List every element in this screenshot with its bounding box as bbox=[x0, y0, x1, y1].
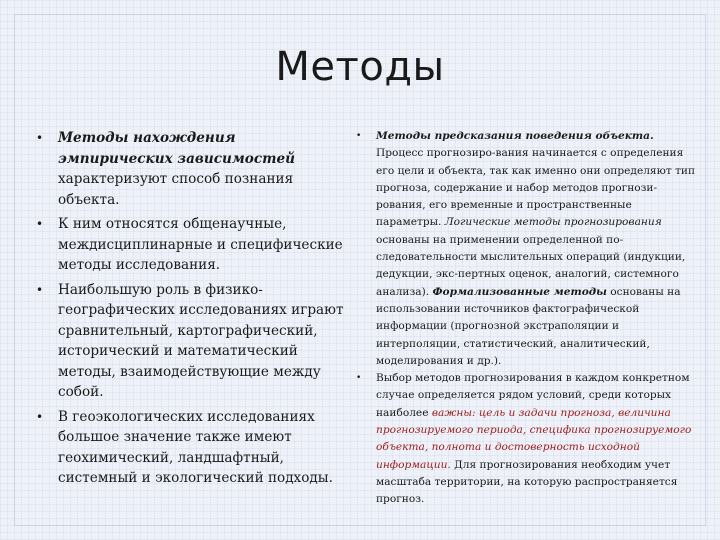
list-item bbox=[356, 370, 696, 508]
highlighted-conditions: важны: цель и задачи прогноза, величина прогнозируемого периода, специфика прогнозируемого объекта, полнота и достоверность исходной информации. bbox=[376, 406, 692, 471]
bullet-text: Процесс прогнозиро-вания начинается с определения его цели и объекта, так как именно они определяют тип прогноза, содержание и набор методов прогнози-рования, его временные и пространственные параметры. bbox=[376, 147, 696, 229]
bullet-text: К ним относятся общенаучные, междисциплинарные и специфические методы исследования. bbox=[58, 216, 343, 273]
bullet-text: Выбор методов прогнозирования в каждом конкретном случае определяется рядом условий, среди которых наиболее bbox=[376, 372, 690, 419]
bullet-icon: • bbox=[36, 409, 44, 424]
right-column bbox=[356, 128, 696, 509]
bullet-icon: • bbox=[36, 131, 44, 145]
bullet-icon: • bbox=[356, 131, 362, 141]
bullet-lead: Методы нахождения эмпирических зависимостей bbox=[58, 130, 296, 167]
bullet-icon: • bbox=[36, 282, 44, 297]
bullet-text: характеризуют способ познания объекта. bbox=[58, 171, 294, 208]
bullet-text: Наибольшую роль в физико-географических исследованиях играют сравнительный, картографический, исторический и математический методы, взаимодействующие между собой. bbox=[58, 281, 344, 400]
bullet-icon: • bbox=[36, 217, 44, 231]
left-column bbox=[30, 128, 350, 493]
list-item bbox=[30, 407, 350, 489]
list-item bbox=[356, 128, 696, 370]
list-item bbox=[30, 214, 350, 276]
right-bullet-list bbox=[356, 128, 696, 509]
bullet-text: основаны на использовании источников фактографической информации (прогнозной экстраполяции и интерполяции, статистический, аналитический, моделирования и др.). bbox=[376, 285, 681, 367]
logic-methods-term: Логические методы прогнозирования bbox=[444, 216, 662, 229]
bullet-text: Для прогнозирования необходим учет масштаба территории, на которую распространяется прогноз. bbox=[376, 458, 678, 506]
left-bullet-list bbox=[30, 128, 350, 489]
bullet-text: В геоэкологических исследованиях большое значение также имеют геохимический, ландшафтный, системный и экологический подходы. bbox=[58, 408, 333, 486]
bullet-lead: Методы предсказания поведения объекта. bbox=[376, 130, 654, 142]
formal-methods-term: Формализованные методы bbox=[432, 285, 607, 298]
slide-title: Методы bbox=[275, 44, 445, 90]
bullet-icon: • bbox=[356, 373, 362, 384]
list-item bbox=[30, 280, 350, 403]
bullet-text: основаны на применении определенной по-следовательности мыслительных операций (индукции, дедукции, экс-пертных оценок, аналогий, системного анализа). bbox=[376, 233, 686, 298]
list-item bbox=[30, 128, 350, 210]
